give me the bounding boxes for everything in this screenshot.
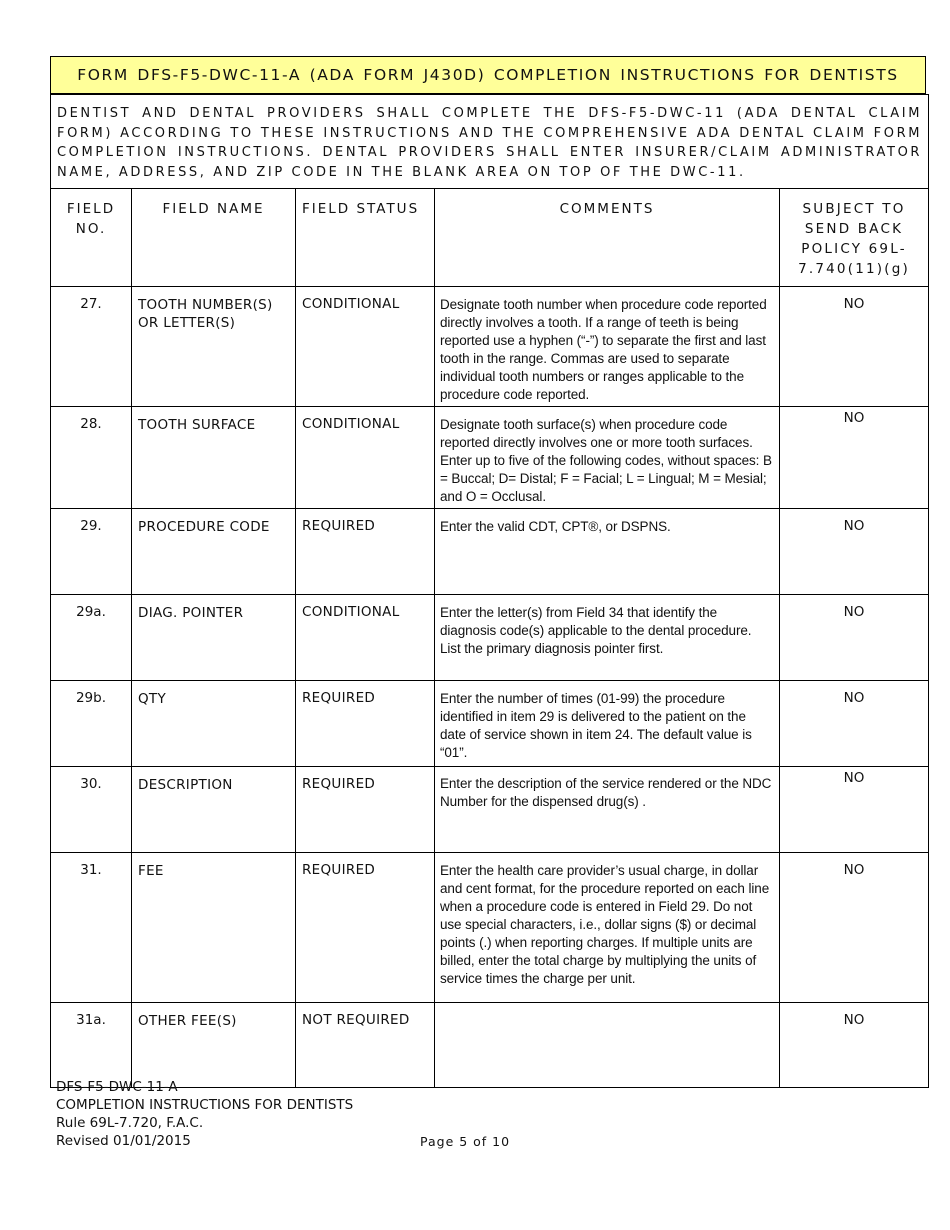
- send-back-value: NO: [780, 853, 929, 1003]
- field-number: 27.: [51, 287, 132, 407]
- field-comment: Enter the health care provider’s usual charge, in dollar and cent format, for the procedure reported on each line when a procedure code is entered in Field 29. Do not use special characters, i.e., dollar signs ($) or decimal points (.) when reporting charges. If multiple units are billed, enter the total charge by multiplying the units of service times the charge per unit.: [435, 853, 780, 1003]
- table-row: [51, 407, 929, 509]
- table-row: [51, 595, 929, 681]
- field-status: REQUIRED: [296, 681, 435, 767]
- table-row: [51, 681, 929, 767]
- intro-text: DENTIST AND DENTAL PROVIDERS SHALL COMPLETE THE DFS-F5-DWC-11 (ADA DENTAL CLAIM FORM) ACCORDING TO THESE INSTRUCTIONS AND THE COMPREHENSIVE ADA DENTAL CLAIM FORM COMPLETION INSTRUCTIONS. DENTAL PROVIDERS SHALL ENTER INSURER/CLAIM ADMINISTRATOR NAME, ADDRESS, AND ZIP CODE IN THE BLANK AREA ON TOP OF THE DWC-11.: [51, 95, 929, 189]
- field-comment: Designate tooth surface(s) when procedure code reported directly involves one or more tooth surfaces. Enter up to five of the following codes, without spaces: B = Buccal; D= Distal; F = Facial; L = Lingual; M = Mesial; and O = Occlusal.: [435, 407, 780, 509]
- send-back-value: NO: [780, 287, 929, 407]
- page-number: Page 5 of 10: [420, 1134, 511, 1149]
- field-comment: Enter the description of the service rendered or the NDC Number for the dispensed drug(s) .: [435, 767, 780, 853]
- table-row: [51, 853, 929, 1003]
- field-status: CONDITIONAL: [296, 407, 435, 509]
- header-subject-to-send-back: SUBJECT TO SEND BACK POLICY 69L-7.740(11)(g): [780, 189, 929, 287]
- table-row: [51, 767, 929, 853]
- field-comment: Enter the valid CDT, CPT®, or DSPNS.: [435, 509, 780, 595]
- table-row: [51, 287, 929, 407]
- field-number: 30.: [51, 767, 132, 853]
- send-back-value: NO: [780, 407, 929, 509]
- field-number: 31.: [51, 853, 132, 1003]
- send-back-value: NO: [780, 595, 929, 681]
- header-comments: COMMENTS: [435, 189, 780, 287]
- field-number: 31a.: [51, 1003, 132, 1088]
- field-status: REQUIRED: [296, 853, 435, 1003]
- field-name: PROCEDURE CODE: [132, 509, 296, 595]
- field-comment: [435, 1003, 780, 1088]
- field-comment: Enter the letter(s) from Field 34 that identify the diagnosis code(s) applicable to the dental procedure. List the primary diagnosis pointer first.: [435, 595, 780, 681]
- send-back-value: NO: [780, 681, 929, 767]
- field-number: 28.: [51, 407, 132, 509]
- table-row: [51, 1003, 929, 1088]
- field-status: CONDITIONAL: [296, 287, 435, 407]
- field-name: TOOTH SURFACE: [132, 407, 296, 509]
- footer-doc-title: COMPLETION INSTRUCTIONS FOR DENTISTS: [56, 1097, 354, 1113]
- footer-rule: Rule 69L-7.720, F.A.C.: [56, 1115, 204, 1131]
- field-name: QTY: [132, 681, 296, 767]
- send-back-value: NO: [780, 1003, 929, 1088]
- field-status: REQUIRED: [296, 509, 435, 595]
- field-status: CONDITIONAL: [296, 595, 435, 681]
- field-name: DESCRIPTION: [132, 767, 296, 853]
- header-field-no: FIELD NO.: [51, 189, 132, 287]
- header-row: [51, 189, 929, 287]
- field-name: DIAG. POINTER: [132, 595, 296, 681]
- field-name: TOOTH NUMBER(S) OR LETTER(S): [132, 287, 296, 407]
- document-footer: [56, 1078, 353, 1150]
- field-number: 29b.: [51, 681, 132, 767]
- header-field-status: FIELD STATUS: [296, 189, 435, 287]
- send-back-value: NO: [780, 767, 929, 853]
- field-comment: Enter the number of times (01-99) the procedure identified in item 29 is delivered to the patient on the date of service shown in item 24. The default value is “01”.: [435, 681, 780, 767]
- send-back-value: NO: [780, 509, 929, 595]
- footer-revised: Revised 01/01/2015: [56, 1133, 191, 1149]
- instructions-table: [50, 94, 929, 1088]
- form-title: FORM DFS-F5-DWC-11-A (ADA FORM J430D) COMPLETION INSTRUCTIONS FOR DENTISTS: [50, 56, 926, 94]
- header-field-name: FIELD NAME: [132, 189, 296, 287]
- field-status: NOT REQUIRED: [296, 1003, 435, 1088]
- field-number: 29a.: [51, 595, 132, 681]
- field-status: REQUIRED: [296, 767, 435, 853]
- field-name: OTHER FEE(S): [132, 1003, 296, 1088]
- field-comment: Designate tooth number when procedure code reported directly involves a tooth. If a range of teeth is being reported use a hyphen (“-”) to separate the first and last tooth in the range. Commas are used to separate individual tooth numbers or ranges applicable to the procedure code reported.: [435, 287, 780, 407]
- field-number: 29.: [51, 509, 132, 595]
- footer-form-id: DFS-F5-DWC-11-A: [56, 1079, 178, 1095]
- field-name: FEE: [132, 853, 296, 1003]
- table-row: [51, 509, 929, 595]
